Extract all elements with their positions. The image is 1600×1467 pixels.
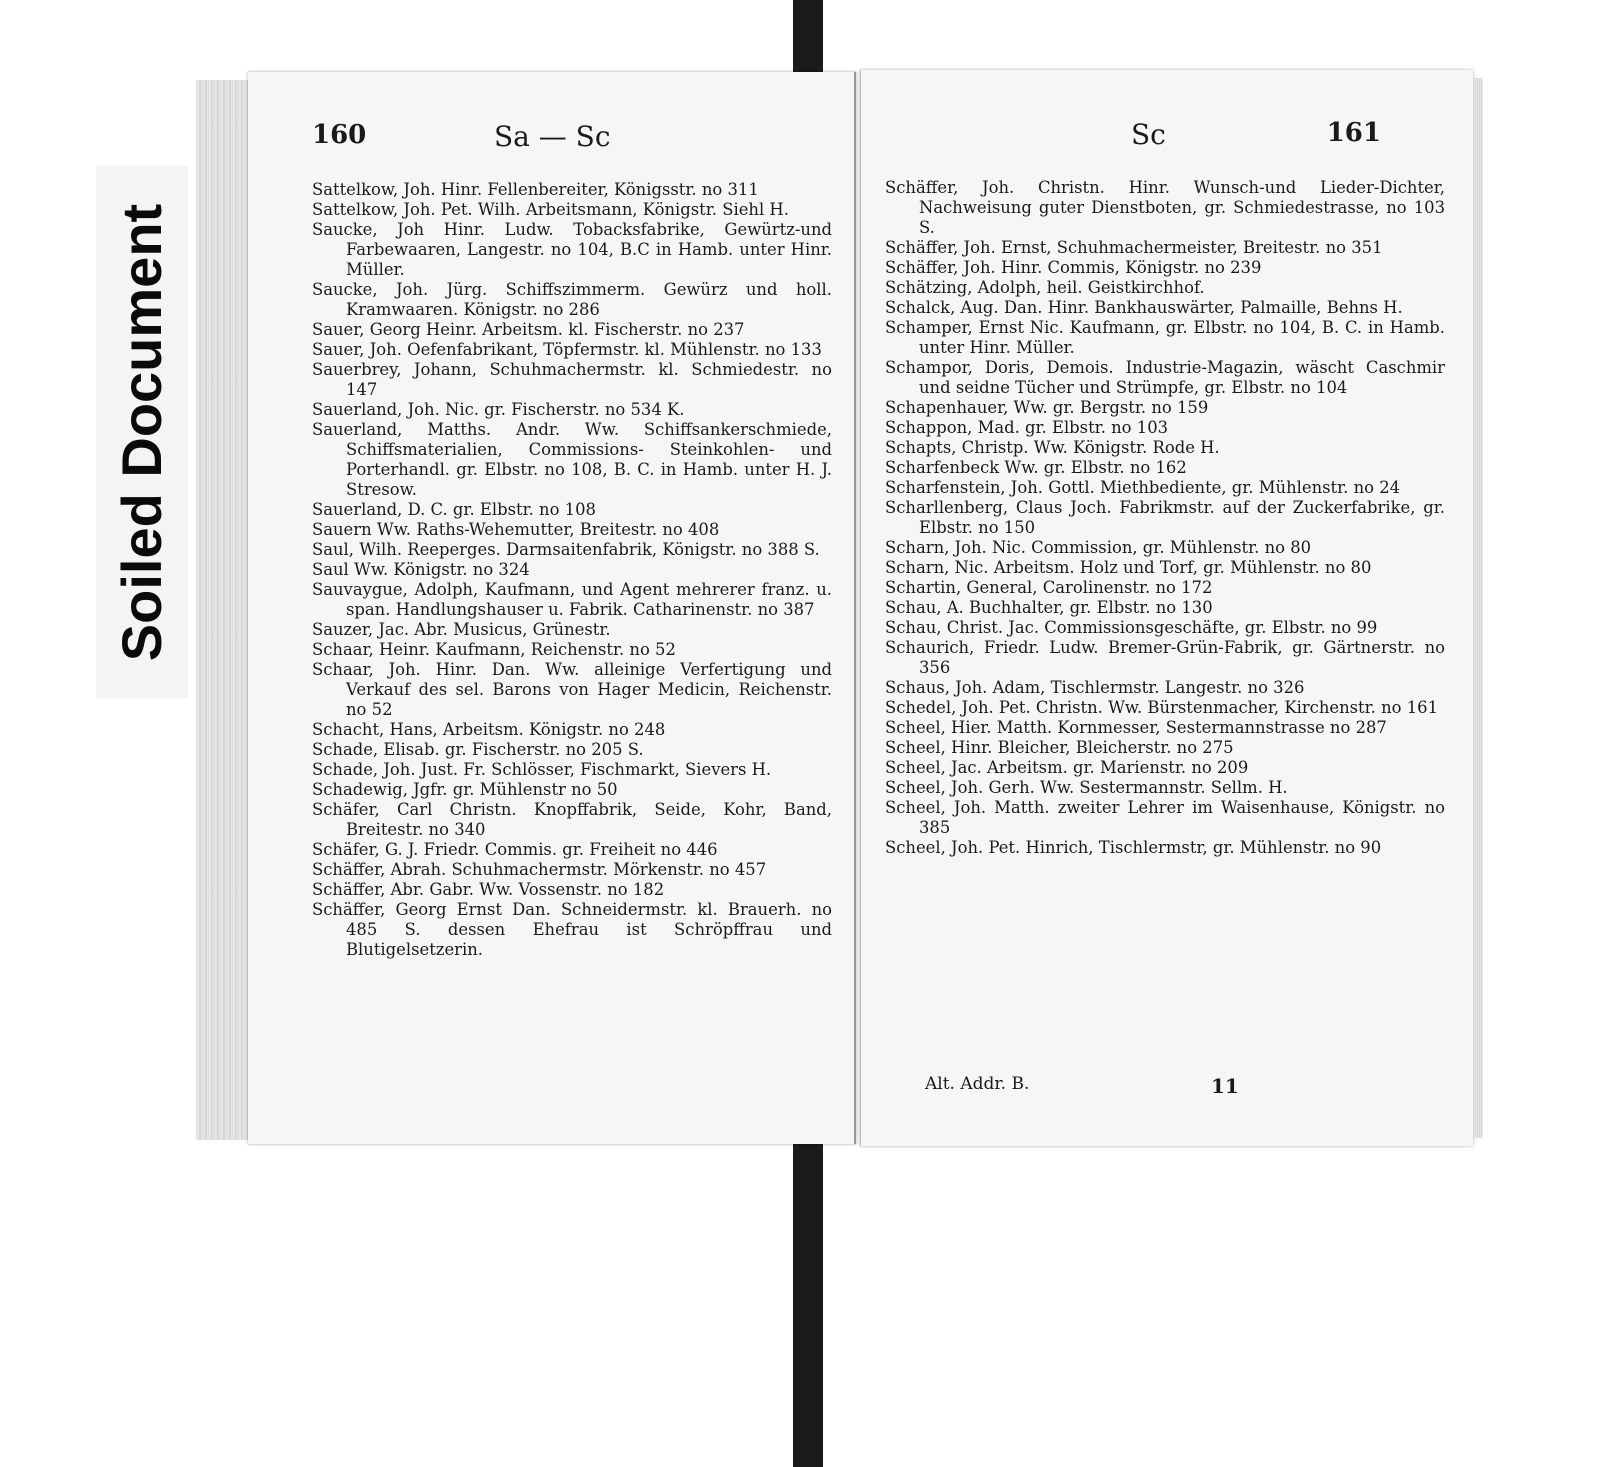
directory-entry: Sauerland, Joh. Nic. gr. Fischerstr. no 534 K. (312, 400, 685, 419)
directory-entry: Schäfer, G. J. Friedr. Commis. gr. Freiheit no 446 (312, 840, 718, 859)
page-stack-edge (196, 80, 252, 1140)
directory-entry: Scharn, Joh. Nic. Commission, gr. Mühlenstr. no 80 (885, 538, 1312, 557)
directory-entry: Schau, Christ. Jac. Commissionsgeschäfte, gr. Elbstr. no 99 (885, 618, 1378, 637)
directory-entry: Schartin, General, Carolinenstr. no 172 (885, 578, 1213, 597)
directory-entry: Schade, Joh. Just. Fr. Schlösser, Fischmarkt, Sievers H. (312, 760, 772, 779)
directory-entry: Scharn, Nic. Arbeitsm. Holz und Torf, gr. Mühlenstr. no 80 (885, 558, 1372, 577)
directory-entry: Scheel, Joh. Matth. zweiter Lehrer im Waisenhause, Königstr. no 385 (885, 798, 1445, 837)
directory-entry: Scharfenbeck Ww. gr. Elbstr. no 162 (885, 458, 1187, 477)
directory-entry: Sauer, Georg Heinr. Arbeitsm. kl. Fischerstr. no 237 (312, 320, 745, 339)
directory-entry: Scheel, Jac. Arbeitsm. gr. Marienstr. no 209 (885, 758, 1249, 777)
directory-entry: Schäffer, Abrah. Schuhmachermstr. Mörkenstr. no 457 (312, 860, 767, 879)
directory-entry: Scharfenstein, Joh. Gottl. Miethbediente, gr. Mühlenstr. no 24 (885, 478, 1401, 497)
directory-entry: Schaar, Joh. Hinr. Dan. Ww. alleinige Verfertigung und Verkauf des sel. Barons von Hager Medicin, Reichenstr. no 52 (312, 660, 832, 719)
directory-entry: Schäffer, Abr. Gabr. Ww. Vossenstr. no 182 (312, 880, 665, 899)
directory-entry: Scheel, Hier. Matth. Kornmesser, Sestermannstrasse no 287 (885, 718, 1387, 737)
right-entry-list (885, 178, 1445, 858)
directory-entry: Scharllenberg, Claus Joch. Fabrikmstr. auf der Zuckerfabrike, gr. Elbstr. no 150 (885, 498, 1445, 537)
left-page (248, 72, 856, 1144)
directory-entry: Sattelkow, Joh. Pet. Wilh. Arbeitsmann, Königstr. Siehl H. (312, 200, 789, 219)
directory-entry: Sattelkow, Joh. Hinr. Fellenbereiter, Königsstr. no 311 (312, 180, 759, 199)
directory-entry: Schäffer, Georg Ernst Dan. Schneidermstr. kl. Brauerh. no 485 S. dessen Ehefrau ist Schröpffrau und Blutigelsetzerin. (312, 900, 832, 959)
signature-mark: Alt. Addr. B. (925, 1074, 1030, 1094)
directory-entry: Schäffer, Joh. Christn. Hinr. Wunsch-und Lieder-Dichter, Nachweisung guter Dienstboten, gr. Schmiedestrasse, no 103 S. (885, 178, 1445, 237)
soiled-document-stamp (96, 166, 188, 698)
directory-entry: Schalck, Aug. Dan. Hinr. Bankhauswärter, Palmaille, Behns H. (885, 298, 1403, 317)
directory-entry: Schacht, Hans, Arbeitsm. Königstr. no 248 (312, 720, 666, 739)
directory-entry: Schapts, Christp. Ww. Königstr. Rode H. (885, 438, 1220, 457)
left-page-header (248, 120, 854, 160)
directory-entry: Schäffer, Joh. Ernst, Schuhmachermeister, Breitestr. no 351 (885, 238, 1383, 257)
directory-entry: Schäffer, Joh. Hinr. Commis, Königstr. no 239 (885, 258, 1262, 277)
directory-entry: Scheel, Hinr. Bleicher, Bleicherstr. no 275 (885, 738, 1234, 757)
directory-entry: Saul Ww. Königstr. no 324 (312, 560, 530, 579)
right-page-range: Sc (1131, 118, 1166, 151)
book-spine-bottom (793, 1130, 823, 1467)
left-page-number: 160 (312, 120, 367, 150)
left-entry-list (312, 180, 832, 960)
directory-entry: Sauerland, Matths. Andr. Ww. Schiffsankerschmiede, Schiffsmaterialien, Commissions- Steinkohlen- und Porterhandl. gr. Elbstr. no 108, B. C. in Hamb. unter H. J. Stresow. (312, 420, 832, 499)
left-page-range: Sa — Sc (494, 120, 611, 153)
directory-entry: Sauern Ww. Raths-Wehemutter, Breitestr. no 408 (312, 520, 720, 539)
directory-entry: Sauer, Joh. Oefenfabrikant, Töpfermstr. kl. Mühlenstr. no 133 (312, 340, 822, 359)
directory-entry: Schapenhauer, Ww. gr. Bergstr. no 159 (885, 398, 1209, 417)
directory-entry: Saul, Wilh. Reeperges. Darmsaitenfabrik, Königstr. no 388 S. (312, 540, 820, 559)
directory-entry: Schampor, Doris, Demois. Industrie-Magazin, wäscht Caschmir und seidne Tücher und Strümpfe, gr. Elbstr. no 104 (885, 358, 1445, 397)
directory-entry: Schätzing, Adolph, heil. Geistkirchhof. (885, 278, 1205, 297)
right-page-number: 161 (1326, 118, 1381, 148)
directory-entry: Sauerbrey, Johann, Schuhmachermstr. kl. Schmiedestr. no 147 (312, 360, 832, 399)
sheet-number: 11 (1211, 1074, 1239, 1098)
right-page-footer (861, 1074, 1473, 1098)
directory-entry: Schade, Elisab. gr. Fischerstr. no 205 S. (312, 740, 644, 759)
directory-entry: Sauvaygue, Adolph, Kaufmann, und Agent mehrerer franz. u. span. Handlungshauser u. Fabrik. Catharinenstr. no 387 (312, 580, 832, 619)
book-spine-top (793, 0, 823, 72)
right-page-header (861, 118, 1473, 158)
directory-entry: Schaurich, Friedr. Ludw. Bremer-Grün-Fabrik, gr. Gärtnerstr. no 356 (885, 638, 1445, 677)
directory-entry: Schaar, Heinr. Kaufmann, Reichenstr. no 52 (312, 640, 676, 659)
directory-entry: Schäfer, Carl Christn. Knopffabrik, Seide, Kohr, Band, Breitestr. no 340 (312, 800, 832, 839)
directory-entry: Sauzer, Jac. Abr. Musicus, Grünestr. (312, 620, 611, 639)
directory-entry: Schaus, Joh. Adam, Tischlermstr. Langestr. no 326 (885, 678, 1305, 697)
directory-entry: Scheel, Joh. Gerh. Ww. Sestermannstr. Sellm. H. (885, 778, 1288, 797)
directory-entry: Schadewig, Jgfr. gr. Mühlenstr no 50 (312, 780, 618, 799)
directory-entry: Saucke, Joh. Jürg. Schiffszimmerm. Gewürz und holl. Kramwaaren. Königstr. no 286 (312, 280, 832, 319)
directory-entry: Schamper, Ernst Nic. Kaufmann, gr. Elbstr. no 104, B. C. in Hamb. unter Hinr. Müller. (885, 318, 1445, 357)
right-page (860, 70, 1473, 1146)
stamp-label: Soiled Document (110, 203, 174, 661)
directory-entry: Schappon, Mad. gr. Elbstr. no 103 (885, 418, 1169, 437)
directory-entry: Schau, A. Buchhalter, gr. Elbstr. no 130 (885, 598, 1213, 617)
directory-entry: Scheel, Joh. Pet. Hinrich, Tischlermstr, gr. Mühlenstr. no 90 (885, 838, 1382, 857)
directory-entry: Schedel, Joh. Pet. Christn. Ww. Bürstenmacher, Kirchenstr. no 161 (885, 698, 1439, 717)
directory-entry: Saucke, Joh Hinr. Ludw. Tobacksfabrike, Gewürtz-und Farbewaaren, Langestr. no 104, B.C in Hamb. unter Hinr. Müller. (312, 220, 832, 279)
directory-entry: Sauerland, D. C. gr. Elbstr. no 108 (312, 500, 596, 519)
